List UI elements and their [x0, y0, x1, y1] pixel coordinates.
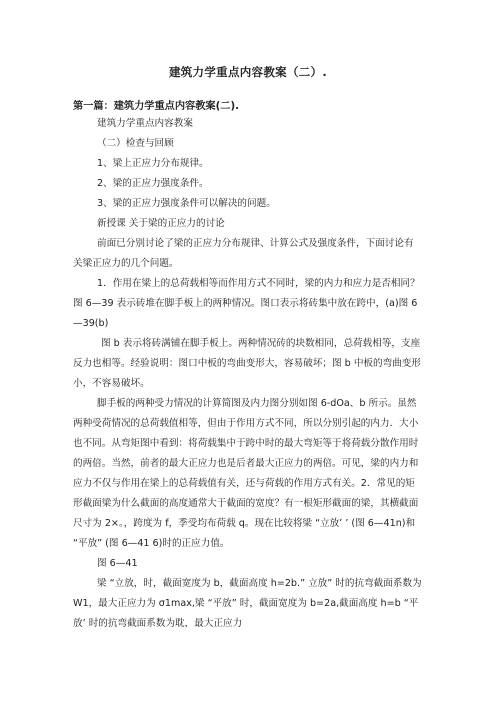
- paragraph: 1．作用在梁上的总荷载相等而作用方式不同时，梁的内力和应力是否相同？图 6—39 表示砖堆在脚手板上的两种情况。图口表示将砖集中放在跨中，(a)图 6—39(b): [73, 278, 420, 329]
- paragraph: 新授课 关于梁的正应力的讨论: [97, 218, 225, 229]
- figure-caption: 图 6—41: [97, 558, 138, 569]
- paragraph: 1、梁上正应力分布规律。: [97, 158, 209, 169]
- document-title: 建筑力学重点内容教案（二）.: [168, 65, 328, 79]
- paragraph: 2、梁的正应力强度条件。: [97, 178, 209, 189]
- paragraph: 3、梁的正应力强度条件可以解决的问题。: [97, 198, 276, 209]
- paragraph: 图 b 表示将砖满铺在脚手板上。两种情况砖的块数相同，总荷载相等，支座反力也相等。经验说明：图口中板的弯曲变形大，容易破坏；图 b 中板的弯曲变形小，不容易破坏。: [73, 338, 421, 389]
- document-body: [73, 114, 423, 634]
- paragraph: 脚手板的两种受力情况的计算简图及内力图分别如图 6-dOa、b 所示。虽然两种受荷情况的总荷载值相等，但由于作用方式不同，所以分别引起的内力．大小也不同。从弯矩图中看到：将荷载集中于跨中时的最大弯矩等于将荷载分散作用时的两倍。当然，前者的最大正应力也是后者最大正应力的两倍。可见，梁的内力和应力不仅与作用在梁上的总荷载值有关，还与荷载的作用方式有关。2．常见的矩形截面梁为什么截面的高度通常大于截面的宽度？有一根矩形截面的梁，其横截面尺寸为 2×。，跨度为 f，季受均布荷载 q。现在比较将梁 “立放’ ’ (图 6—41n)和 “平放” (图 6—41 6)时的正应力值。: [73, 398, 419, 549]
- section-heading: 第一篇：建筑力学重点内容教案(二).: [73, 101, 239, 112]
- paragraph: 前面已分别讨论了梁的正应力分布规律、计算公式及强度条件，下面讨论有关梁正应力的几个问题。: [73, 238, 414, 269]
- paragraph: 梁 “立放，时，截面宽度为 b，截面高度 h=2b.” 立放” 时的抗弯截面系数为 W1，最大正应力为 σ1max,梁 “平放” 时，截面宽度为 b=2a,截面高度 h=b “平放’ 时的抗弯截面系数为耽，最大正应力: [73, 578, 422, 629]
- paragraph: （二）检查与回顾: [97, 138, 174, 149]
- paragraph: 建筑力学重点内容教案: [97, 118, 193, 129]
